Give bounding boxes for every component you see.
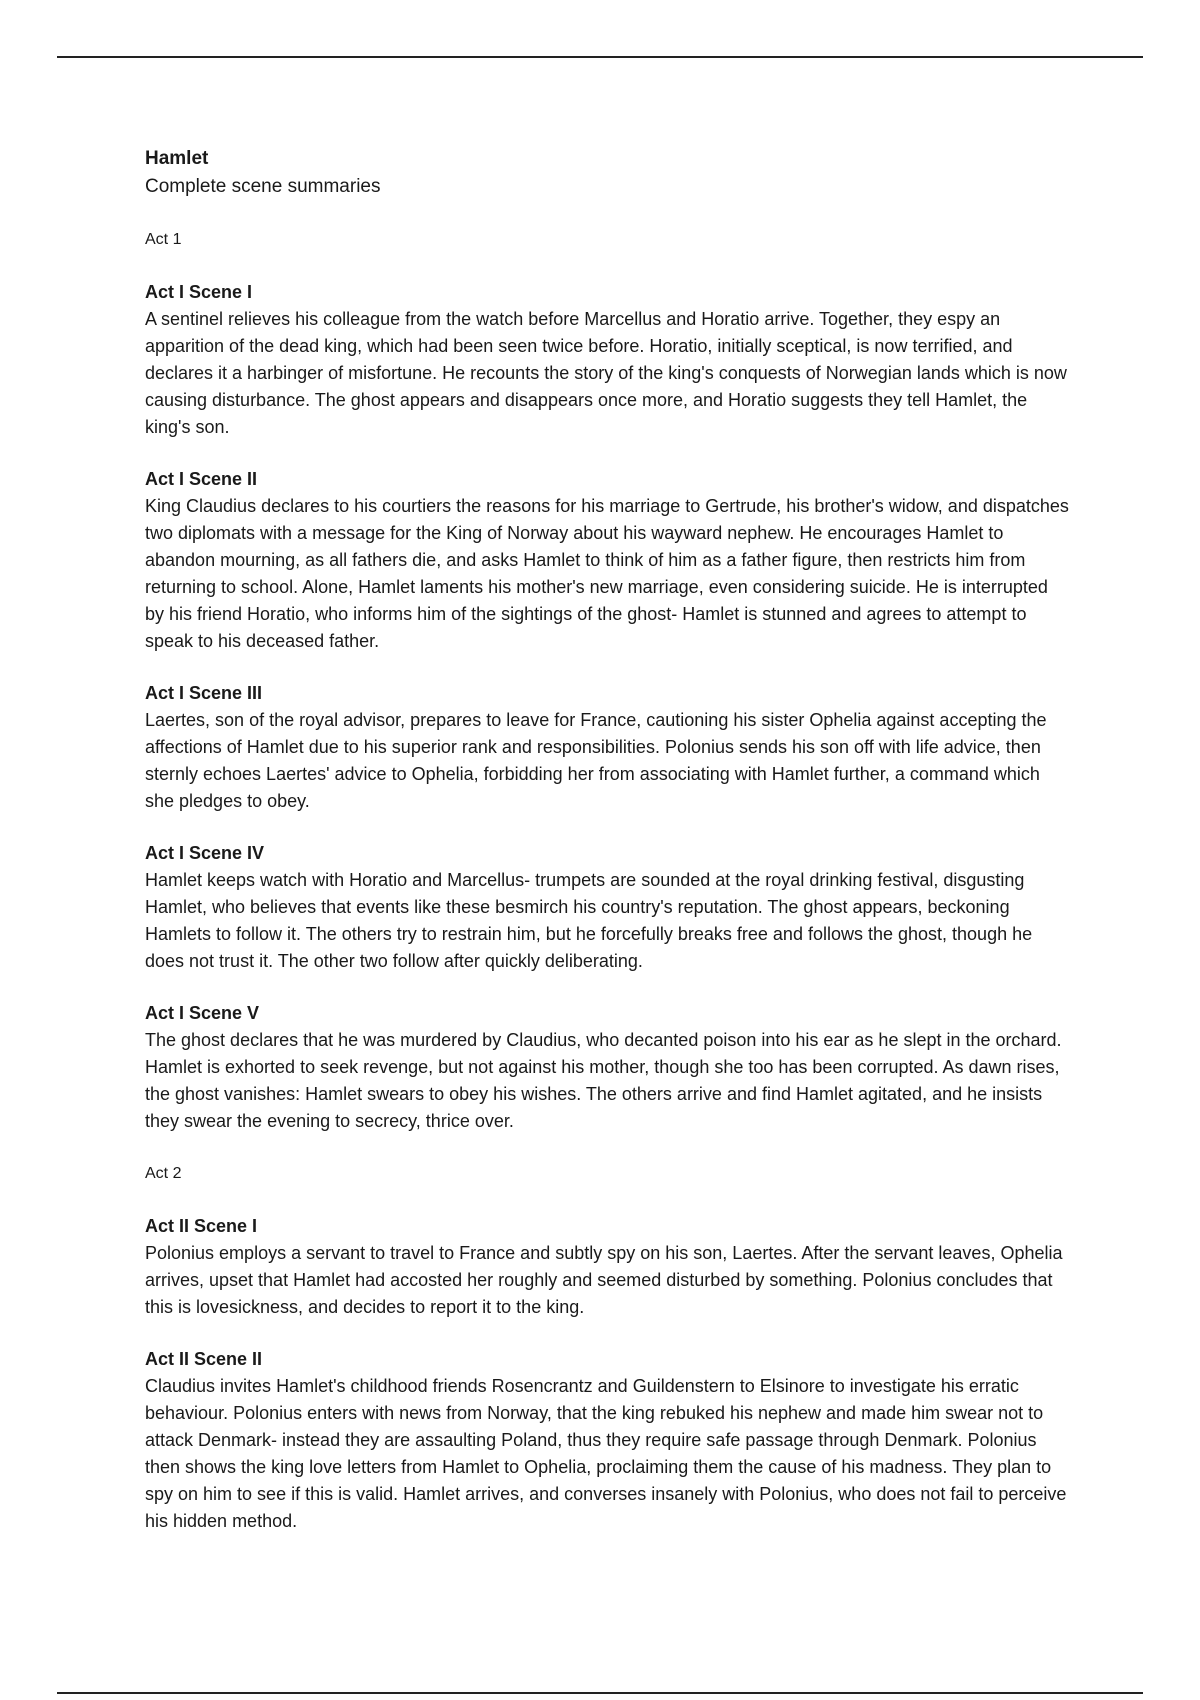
document-body [145, 145, 1070, 1560]
scene-heading: Act I Scene II [145, 469, 258, 489]
scene-text: Polonius employs a servant to travel to France and subtly spy on his son, Laertes. After the servant leaves, Ophelia arrives, upset that Hamlet had accosted her roughly and seemed disturbed by something. Polonius concludes that this is lovesickness, and decides to report it to the king. [145, 1243, 1063, 1317]
scene-text: The ghost declares that he was murdered by Claudius, who decanted poison into his ear as he slept in the orchard. Hamlet is exhorted to seek revenge, but not against his mother, though she too has been corrupted. As dawn rises, the ghost vanishes: Hamlet swears to obey his wishes. The others arrive and find Hamlet agitated, and he insists they swear the evening to secrecy, thrice over. [145, 1030, 1062, 1131]
scene-summary [145, 1346, 1070, 1535]
scene-heading: Act II Scene I [145, 1216, 258, 1236]
scene-text: Laertes, son of the royal advisor, prepares to leave for France, cautioning his sister Ophelia against accepting the affections of Hamlet due to his superior rank and responsibilities. Polonius sends his son off with life advice, then sternly echoes Laertes' advice to Ophelia, forbidding her from associating with Hamlet further, a command which she pledges to obey. [145, 710, 1047, 811]
scene-text: Claudius invites Hamlet's childhood friends Rosencrantz and Guildenstern to Elsinore to investigate his erratic behaviour. Polonius enters with news from Norway, that the king rebuked his nephew and made him swear not to attack Denmark- instead they are assaulting Poland, thus they require safe passage through Denmark. Polonius then shows the king love letters from Hamlet to Ophelia, proclaiming them the cause of his madness. They plan to spy on him to see if this is valid. Hamlet arrives, and converses insanely with Polonius, who does not fail to perceive his hidden method. [145, 1376, 1067, 1531]
scene-text: Hamlet keeps watch with Horatio and Marcellus- trumpets are sounded at the royal drinking festival, disgusting Hamlet, who believes that events like these besmirch his country's reputation. The ghost appears, beckoning Hamlets to follow it. The others try to restrain him, but he forcefully breaks free and follows the ghost, though he does not trust it. The other two follow after quickly deliberating. [145, 870, 1033, 971]
scene-heading: Act I Scene IV [145, 843, 265, 863]
act-label: Act 2 [145, 1165, 182, 1182]
footer-rule [57, 1692, 1143, 1694]
document-subtitle: Complete scene summaries [145, 176, 381, 197]
scene-summary [145, 466, 1070, 655]
scene-heading: Act I Scene III [145, 683, 263, 703]
scene-text: A sentinel relieves his colleague from the watch before Marcellus and Horatio arrive. Together, they espy an apparition of the dead king, which had been seen twice before. Horatio, initially sceptical, is now terrified, and declares it a harbinger of misfortune. He recounts the story of the king's conquests of Norwegian lands which is now causing disturbance. The ghost appears and disappears once more, and Horatio suggests they tell Hamlet, the king's son. [145, 309, 1067, 437]
scene-summary [145, 1213, 1070, 1321]
act-section [145, 1160, 1070, 1535]
scene-summary [145, 680, 1070, 815]
scene-heading: Act I Scene I [145, 282, 253, 302]
scene-summary [145, 1000, 1070, 1135]
act-section [145, 226, 1070, 1135]
header-rule [57, 56, 1143, 58]
document-title: Hamlet [145, 148, 209, 169]
scene-summary [145, 279, 1070, 441]
act-label: Act 1 [145, 231, 182, 248]
scene-heading: Act II Scene II [145, 1349, 263, 1369]
scene-heading: Act I Scene V [145, 1003, 260, 1023]
scene-summary [145, 840, 1070, 975]
scene-text: King Claudius declares to his courtiers the reasons for his marriage to Gertrude, his brother's widow, and dispatches two diplomats with a message for the King of Norway about his wayward nephew. He encourages Hamlet to abandon mourning, as all fathers die, and asks Hamlet to think of him as a father figure, then restricts him from returning to school. Alone, Hamlet laments his mother's new marriage, even considering suicide. He is interrupted by his friend Horatio, who informs him of the sightings of the ghost- Hamlet is stunned and agrees to attempt to speak to his deceased father. [145, 496, 1069, 651]
